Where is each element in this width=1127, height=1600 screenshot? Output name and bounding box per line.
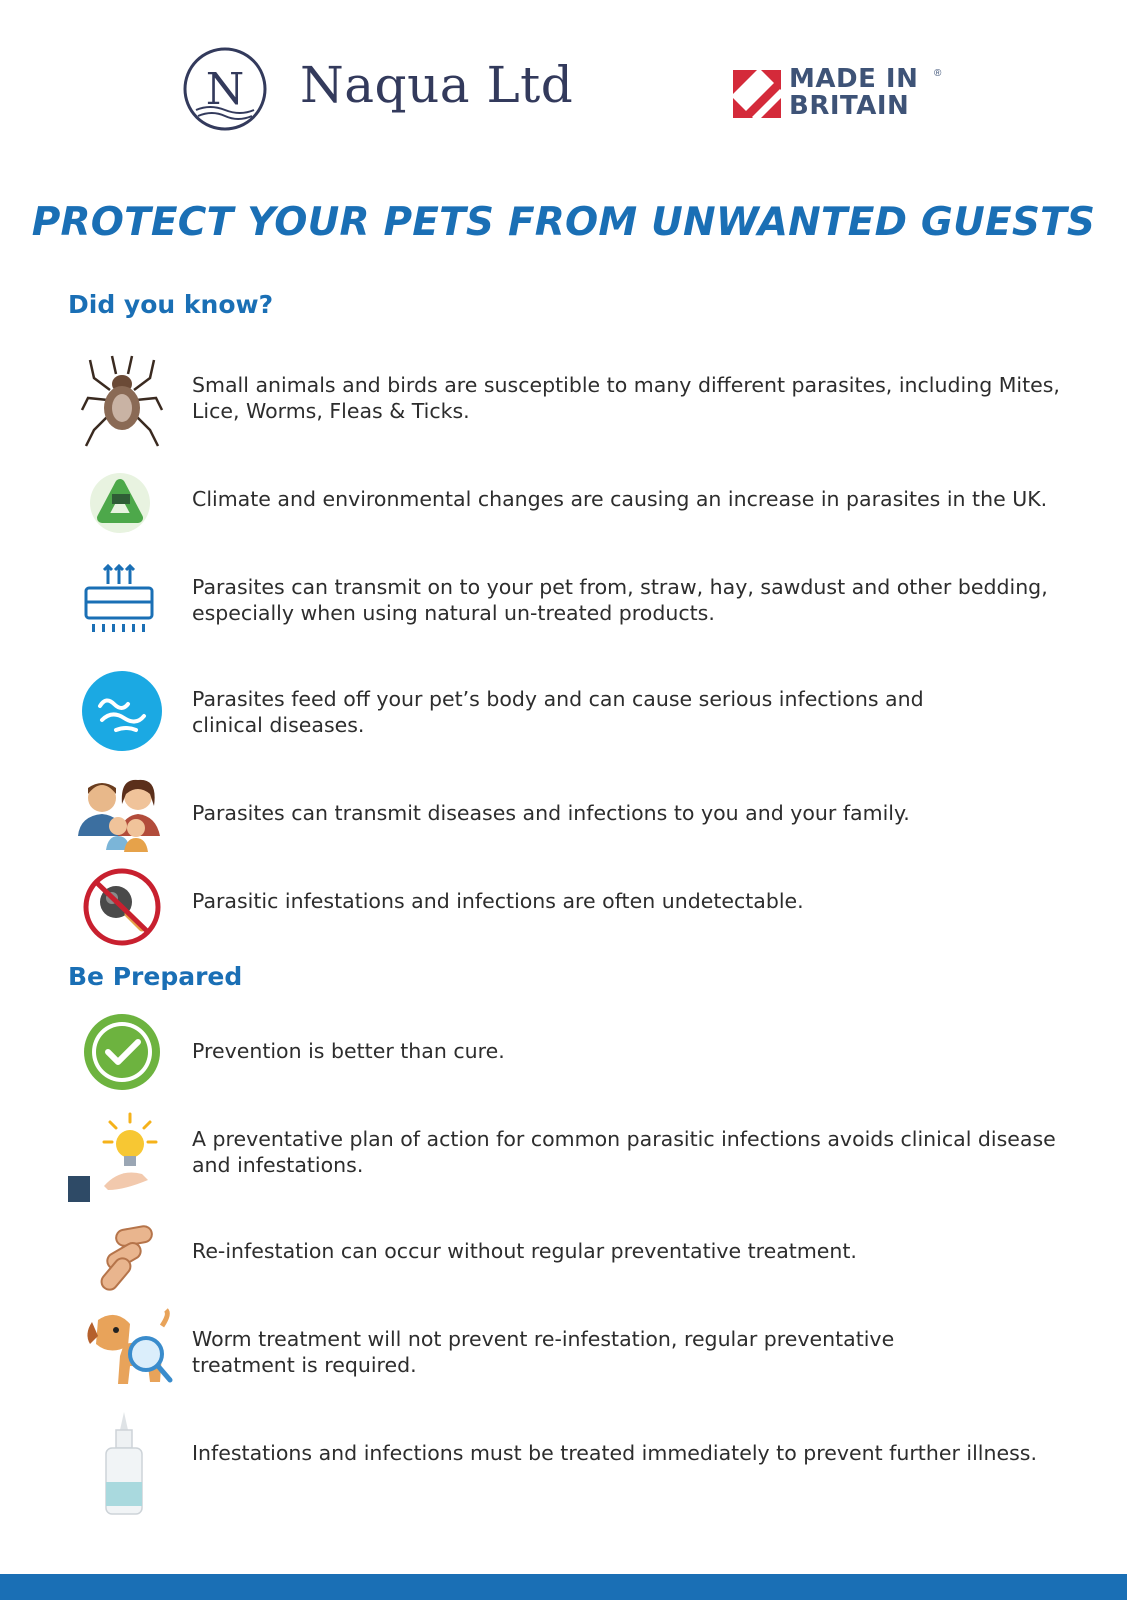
pills-icon xyxy=(72,1222,172,1292)
bedding-icon xyxy=(72,562,172,642)
registered-mark: ® xyxy=(934,68,942,79)
lightbulb-icon xyxy=(64,1110,164,1210)
naqua-logo-icon xyxy=(182,46,268,132)
item-text: Climate and environmental changes are causing an increase in parasites in the UK. xyxy=(192,487,1048,511)
worm-icon xyxy=(72,670,172,752)
union-flag-icon xyxy=(733,70,781,118)
item-text: Parasitic infestations and infections are often undetectable. xyxy=(192,889,804,913)
item-text: Parasites can transmit diseases and infections to you and your family. xyxy=(192,801,910,825)
item-text: Parasites can transmit on to your pet from, straw, hay, sawdust and other bedding, especially when using natural un-treated products. xyxy=(192,575,1048,625)
item-text: Small animals and birds are susceptible to many different parasites, including Mites, Lice, Worms, Fleas & Ticks. xyxy=(192,373,1060,423)
item-text: A preventative plan of action for common parasitic infections avoids clinical disease and infestations. xyxy=(192,1127,1056,1177)
item-text: Prevention is better than cure. xyxy=(192,1039,505,1063)
family-icon xyxy=(72,774,172,852)
made-in-line1: MADE IN xyxy=(789,64,919,94)
no-magnifier-icon xyxy=(72,866,172,948)
recycle-icon xyxy=(72,462,172,544)
section-heading-be-prepared: Be Prepared xyxy=(68,962,243,991)
item-text: Infestations and infections must be treated immediately to prevent further illness. xyxy=(192,1441,1037,1465)
mite-icon xyxy=(72,350,172,450)
made-in-britain-text xyxy=(789,66,918,120)
footer-bar xyxy=(0,1574,1127,1600)
section-heading-did-you-know: Did you know? xyxy=(68,290,274,319)
dog-magnifier-icon xyxy=(76,1304,176,1390)
logo-letter: N xyxy=(205,64,245,115)
page-title: PROTECT YOUR PETS FROM UNWANTED GUESTS xyxy=(31,200,1096,245)
item-text: Parasites feed off your pet’s body and can cause serious infections and clinical diseases. xyxy=(192,687,924,737)
checkmark-icon xyxy=(72,1010,172,1094)
made-in-line2: BRITAIN xyxy=(789,91,910,121)
item-text: Worm treatment will not prevent re-infestation, regular preventative treatment is required. xyxy=(192,1327,895,1377)
brand-name: Naqua Ltd xyxy=(300,56,574,114)
item-text: Re-infestation can occur without regular preventative treatment. xyxy=(192,1239,857,1263)
dropper-bottle-icon xyxy=(72,1410,172,1518)
